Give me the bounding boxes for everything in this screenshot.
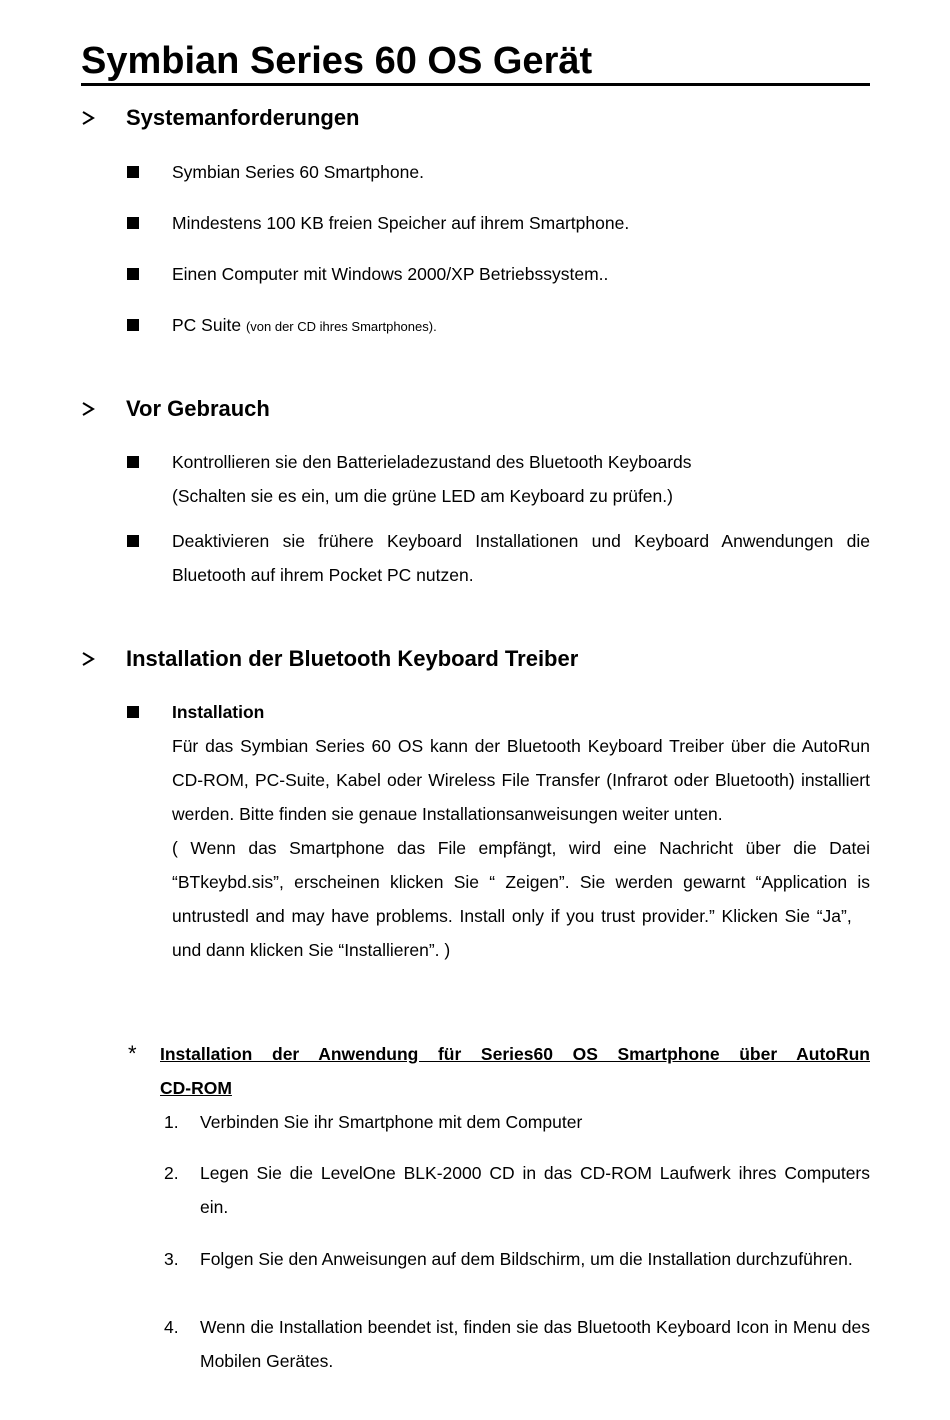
list-item xyxy=(172,445,870,513)
section-heading-text: Installation der Bluetooth Keyboard Treiber xyxy=(126,646,579,671)
installation-note: ( Wenn das Smartphone das File empfängt, wird eine Nachricht über die Datei “BTkeybd.sis”, erscheinen klicken Sie “ Zeigen”. Sie werden gewarnt “Application is untrustedl and may have problems. Install only if you trust provider.” Klicken Sie “Ja”, und dann klicken Sie “Installieren”. ) xyxy=(172,838,870,960)
section-heading-text: Vor Gebrauch xyxy=(126,396,270,421)
list-item-line: (Schalten sie es ein, um die grüne LED am Keyboard zu prüfen.) xyxy=(172,486,673,506)
square-bullet-icon xyxy=(127,217,139,229)
section-heading-vor-gebrauch xyxy=(81,394,871,424)
page-title: Symbian Series 60 OS Gerät xyxy=(81,40,870,86)
square-bullet-icon xyxy=(127,268,139,280)
autorun-heading xyxy=(160,1037,870,1105)
step-text: Verbinden Sie ihr Smartphone mit dem Computer xyxy=(200,1112,583,1132)
step-text: Legen Sie die LevelOne BLK-2000 CD in das CD-ROM Laufwerk ihres Computers ein. xyxy=(200,1163,870,1217)
step-number: 4. xyxy=(164,1317,179,1337)
square-bullet-icon xyxy=(127,166,139,178)
list-item-text: PC Suite xyxy=(172,315,242,335)
autorun-heading-line: CD-ROM xyxy=(160,1078,232,1098)
list-item-note: (von der CD ihres Smartphones). xyxy=(245,319,437,334)
section-heading-systemanforderungen xyxy=(81,103,871,133)
step-number: 1. xyxy=(164,1112,179,1132)
list-item xyxy=(172,308,870,344)
step-text: Folgen Sie den Anweisungen auf dem Bildschirm, um die Installation durchzuführen. xyxy=(200,1249,853,1269)
installation-title: Installation xyxy=(172,702,265,722)
square-bullet-icon xyxy=(127,535,139,547)
step-text: Wenn die Installation beendet ist, finden sie das Bluetooth Keyboard Icon in Menu des Mobilen Gerätes. xyxy=(200,1317,870,1371)
list-item-line: Kontrollieren sie den Batterieladezustand des Bluetooth Keyboards xyxy=(172,452,692,472)
list-item: Einen Computer mit Windows 2000/XP Betriebssystem.. xyxy=(172,264,609,284)
arrow-bullet-icon xyxy=(81,103,101,125)
installation-block xyxy=(172,695,870,967)
arrow-bullet-icon xyxy=(81,644,101,666)
square-bullet-icon xyxy=(127,456,139,468)
section-heading-text: Systemanforderungen xyxy=(126,105,360,130)
arrow-bullet-icon xyxy=(81,394,101,416)
asterisk-icon: * xyxy=(128,1041,137,1066)
list-item: Deaktivieren sie frühere Keyboard Installationen und Keyboard Anwendungen die Bluetooth auf ihrem Pocket PC nutzen. xyxy=(172,531,870,585)
step-number: 2. xyxy=(164,1163,179,1183)
step-number: 3. xyxy=(164,1249,179,1269)
section-heading-installation-treiber xyxy=(81,644,871,674)
autorun-heading-line: Installation der Anwendung für Series60 OS Smartphone über AutoRun xyxy=(160,1044,870,1064)
square-bullet-icon xyxy=(127,319,139,331)
list-item: Mindestens 100 KB freien Speicher auf ihrem Smartphone. xyxy=(172,213,630,233)
list-item: Symbian Series 60 Smartphone. xyxy=(172,162,424,182)
square-bullet-icon xyxy=(127,706,139,718)
installation-paragraph: Für das Symbian Series 60 OS kann der Bluetooth Keyboard Treiber über die AutoRun CD-ROM, PC-Suite, Kabel oder Wireless File Transfer (Infrarot oder Bluetooth) installiert werden. Bitte finden sie genaue Installationsanweisungen weiter unten. xyxy=(172,736,870,824)
